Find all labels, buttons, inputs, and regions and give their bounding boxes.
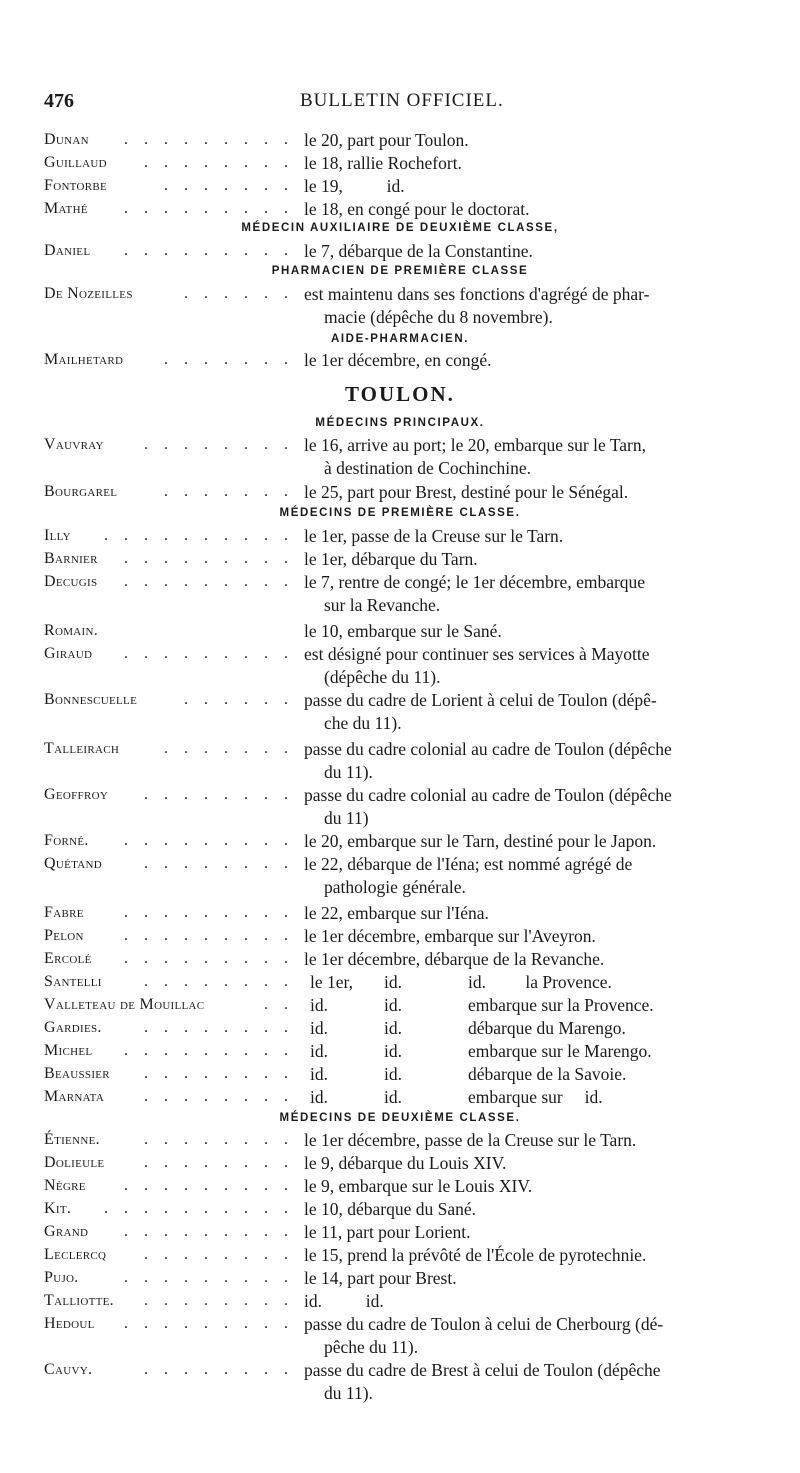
entry-action: id. la Provence. <box>468 972 612 992</box>
entry-date: id. <box>310 1087 328 1107</box>
entry-text: le 22, embarque sur l'Iéna. <box>304 903 489 923</box>
entry-dolieule <box>0 1151 800 1175</box>
leader-dots: . . . . . . . . <box>144 1088 294 1105</box>
leader-dots: . . . . . . . <box>164 483 294 500</box>
entry-continuation <box>0 875 800 899</box>
entry-action: embarque sur la Provence. <box>468 995 654 1015</box>
leader-dots: . . . . . . . . <box>144 1292 294 1309</box>
leader-dots: . . . . . . <box>184 285 294 302</box>
entry-text: passe du cadre de Lorient à celui de Toulon (dépê- <box>304 690 657 710</box>
entry-name: Giraud <box>44 645 93 662</box>
entry-gardies <box>0 1016 800 1040</box>
entry-text: le 20, embarque sur le Tarn, destiné pour le Japon. <box>304 831 657 851</box>
leader-dots: . . . . . . . . . <box>124 1315 294 1332</box>
entry-dunan <box>0 128 800 152</box>
entry-text: est désigné pour continuer ses services à Mayotte <box>304 644 650 664</box>
entry-text-continued: macie (dépêche du 8 novembre). <box>324 307 553 327</box>
leader-dots: . . . . . . . . . <box>124 645 294 662</box>
entry-fabre <box>0 901 800 925</box>
entry-bonnescuelle <box>0 688 800 712</box>
entry-name: Mailhetard <box>44 351 124 368</box>
entry-name: Dolieule <box>44 1154 105 1171</box>
entry-continuation <box>0 711 800 735</box>
entry-continuation <box>0 456 800 480</box>
entry-vauvray <box>0 433 800 457</box>
entry-action: débarque du Marengo. <box>468 1018 626 1038</box>
entry-name: Marnata <box>44 1088 105 1105</box>
entry-text: le 18, rallie Rochefort. <box>304 153 462 173</box>
entry-name: Nègre <box>44 1177 86 1194</box>
entry-etienne <box>0 1128 800 1152</box>
entry-name: Quétand <box>44 855 102 872</box>
entry-kit <box>0 1197 800 1221</box>
entry-daniel <box>0 239 800 263</box>
entry-action: débarque de la Savoie. <box>468 1064 627 1084</box>
entry-text: le 7, débarque de la Constantine. <box>304 241 533 261</box>
entry-bourgarel <box>0 480 800 504</box>
entry-text: passe du cadre de Brest à celui de Toulon (dépêche <box>304 1360 661 1380</box>
leader-dots: . . . . . . . . <box>144 436 294 453</box>
entry-name: Beaussier <box>44 1065 110 1082</box>
section-heading: MÉDECIN AUXILIAIRE DE DEUXIÈME CLASSE, <box>241 222 559 234</box>
entry-name: Vauvray <box>44 436 104 453</box>
entry-name: Grand <box>44 1223 89 1240</box>
entry-name: Fontorbe <box>44 177 108 194</box>
entry-text: le 14, part pour Brest. <box>304 1268 457 1288</box>
entry-marnata <box>0 1085 800 1109</box>
entry-text-continued: à destination de Cochinchine. <box>324 458 532 478</box>
entry-name: Valleteau de Mouillac <box>44 996 205 1013</box>
entry-continuation <box>0 806 800 830</box>
entry-name: Talleirach <box>44 740 120 757</box>
entry-text: le 10, embarque sur le Sané. <box>304 621 502 641</box>
entry-name: Forné. <box>44 832 89 849</box>
entry-giraud <box>0 642 800 666</box>
leader-dots: . . . . . . . . . <box>124 550 294 567</box>
leader-dots: . . . . . . . <box>164 177 294 194</box>
leader-dots: . . . . . . . . . <box>124 1177 294 1194</box>
entry-date: id. <box>310 995 328 1015</box>
leader-dots: . . . . . . . . . <box>124 131 294 148</box>
entry-continuation <box>0 593 800 617</box>
entry-name: Santelli <box>44 973 102 990</box>
entry-text: passe du cadre colonial au cadre de Toulon (dépêche <box>304 739 672 759</box>
entry-name: Romain. <box>44 622 99 639</box>
entry-text: le 9, débarque du Louis XIV. <box>304 1153 507 1173</box>
entry-text-continued: du 11). <box>324 1383 373 1403</box>
entry-fontorbe <box>0 174 800 198</box>
entry-illy <box>0 524 800 548</box>
entry-col2: id. <box>384 1041 402 1061</box>
entry-date: id. <box>310 1041 328 1061</box>
entry-continuation <box>0 1381 800 1405</box>
leader-dots: . . . . . . . <box>164 740 294 757</box>
leader-dots: . . . . . . . <box>164 351 294 368</box>
leader-dots: . . . . . . . . . <box>124 832 294 849</box>
entry-text: le 1er décembre, passe de la Creuse sur le Tarn. <box>304 1130 637 1150</box>
entry-name: Gardies. <box>44 1019 102 1036</box>
entry-name: Pujo. <box>44 1269 79 1286</box>
section-heading: PHARMACIEN DE PREMIÈRE CLASSE <box>271 265 529 277</box>
leader-dots: . . . . . . . . . . <box>104 527 294 544</box>
entry-date: le 1er, <box>310 972 354 992</box>
leader-dots: . . . . . . . . <box>144 1131 294 1148</box>
entry-text: id. id. <box>304 1291 384 1311</box>
entry-romain <box>0 619 800 643</box>
page-number: 476 <box>44 90 74 112</box>
leader-dots: . . . . . . . . <box>144 1361 294 1378</box>
entry-text: le 25, part pour Brest, destiné pour le Sénégal. <box>304 482 629 502</box>
entry-col2: id. <box>384 1087 402 1107</box>
entry-name: Pelon <box>44 927 84 944</box>
leader-dots: . . . . . . . . . <box>124 573 294 590</box>
entry-text: le 10, débarque du Sané. <box>304 1199 477 1219</box>
entry-text: le 15, prend la prévôté de l'École de pyrotechnie. <box>304 1245 647 1265</box>
entry-text: le 18, en congé pour le doctorat. <box>304 199 530 219</box>
entry-text: le 19, id. <box>304 176 405 196</box>
entry-text-continued: (dépêche du 11). <box>324 667 441 687</box>
entry-text: passe du cadre de Toulon à celui de Cherbourg (dé- <box>304 1314 664 1334</box>
entry-text: le 22, débarque de l'Iéna; est nommé agrégé de <box>304 854 633 874</box>
entry-text-continued: du 11) <box>324 808 369 828</box>
entry-pelon <box>0 924 800 948</box>
entry-quetand <box>0 852 800 876</box>
entry-name: Étienne. <box>44 1131 100 1148</box>
entry-beaussier <box>0 1062 800 1086</box>
leader-dots: . . . . . . . . . <box>124 927 294 944</box>
leader-dots: . . . . . . . . . <box>124 950 294 967</box>
entry-barnier <box>0 547 800 571</box>
entry-date: id. <box>310 1064 328 1084</box>
leader-dots: . . . . . . . . <box>144 154 294 171</box>
entry-continuation <box>0 665 800 689</box>
entry-name: Talliotte. <box>44 1292 114 1309</box>
entry-name: Dunan <box>44 131 89 148</box>
entry-text: le 1er, passe de la Creuse sur le Tarn. <box>304 526 564 546</box>
entry-name: Leclercq <box>44 1246 107 1263</box>
section-heading: AIDE-PHARMACIEN. <box>330 333 470 345</box>
city-heading: TOULON. <box>345 382 455 406</box>
entry-leclercq <box>0 1243 800 1267</box>
entry-text: le 1er décembre, embarque sur l'Aveyron. <box>304 926 596 946</box>
entry-valleteau <box>0 993 800 1017</box>
entry-col2: id. <box>384 972 402 992</box>
leader-dots: . . . . . . . . <box>144 855 294 872</box>
entry-forne <box>0 829 800 853</box>
entry-negre <box>0 1174 800 1198</box>
section-heading: MÉDECINS DE DEUXIÈME CLASSE. <box>279 1112 521 1124</box>
leader-dots: . . . . . . . . . <box>124 904 294 921</box>
entry-text: passe du cadre colonial au cadre de Toulon (dépêche <box>304 785 672 805</box>
entry-name: Ercolé <box>44 950 92 967</box>
entry-action: embarque sur le Marengo. <box>468 1041 652 1061</box>
entry-geoffroy <box>0 783 800 807</box>
entry-action: embarque sur id. <box>468 1087 603 1107</box>
leader-dots: . . . . . . . . . <box>124 1042 294 1059</box>
entry-mailhetard <box>0 348 800 372</box>
entry-continuation <box>0 1335 800 1359</box>
leader-dots: . . . . . . <box>184 691 294 708</box>
entry-pujo <box>0 1266 800 1290</box>
entry-continuation <box>0 760 800 784</box>
entry-text: le 16, arrive au port; le 20, embarque sur le Tarn, <box>304 435 647 455</box>
entry-name: De Nozeilles <box>44 285 133 302</box>
entry-text: le 7, rentre de congé; le 1er décembre, embarque <box>304 572 646 592</box>
leader-dots: . . . . . . . . <box>144 973 294 990</box>
entry-name: Cauvy. <box>44 1361 93 1378</box>
leader-dots: . . . . . . . . <box>144 786 294 803</box>
leader-dots: . . . . . . . . . <box>124 200 294 217</box>
entry-text-continued: sur la Revanche. <box>324 595 441 615</box>
entry-text-continued: du 11). <box>324 762 373 782</box>
entry-col2: id. <box>384 1018 402 1038</box>
entry-name: Decugis <box>44 573 98 590</box>
entry-text: le 20, part pour Toulon. <box>304 130 469 150</box>
entry-hedoul <box>0 1312 800 1336</box>
entry-name: Illy <box>44 527 71 544</box>
entry-name: Kit. <box>44 1200 72 1217</box>
entry-col2: id. <box>384 995 402 1015</box>
running-header: BULLETIN OFFICIEL. <box>300 90 504 111</box>
entry-guillaud <box>0 151 800 175</box>
entry-name: Bonnescuelle <box>44 691 138 708</box>
entry-name: Barnier <box>44 550 98 567</box>
entry-name: Geoffroy <box>44 786 109 803</box>
entry-name: Daniel <box>44 242 91 259</box>
entry-name: Bourgarel <box>44 483 118 500</box>
leader-dots: . . . . . . . . <box>144 1019 294 1036</box>
entry-name: Fabre <box>44 904 84 921</box>
entry-grand <box>0 1220 800 1244</box>
entry-cauvy <box>0 1358 800 1382</box>
entry-text: le 9, embarque sur le Louis XIV. <box>304 1176 533 1196</box>
entry-col2: id. <box>384 1064 402 1084</box>
entry-text-continued: pêche du 11). <box>324 1337 419 1357</box>
leader-dots: . . . . . . . . <box>144 1246 294 1263</box>
entry-mathe <box>0 197 800 221</box>
entry-santelli <box>0 970 800 994</box>
entry-text: le 11, part pour Lorient. <box>304 1222 471 1242</box>
leader-dots: . . <box>264 996 294 1013</box>
leader-dots: . . . . . . . . <box>144 1065 294 1082</box>
entry-ercole <box>0 947 800 971</box>
entry-name: Michel <box>44 1042 93 1059</box>
entry-name: Hedoul <box>44 1315 95 1332</box>
entry-decugis <box>0 570 800 594</box>
entry-nozeilles <box>0 282 800 306</box>
entry-michel <box>0 1039 800 1063</box>
section-heading: MÉDECINS PRINCIPAUX. <box>315 417 485 429</box>
entry-text: le 1er, débarque du Tarn. <box>304 549 478 569</box>
entry-text: est maintenu dans ses fonctions d'agrégé de phar- <box>304 284 650 304</box>
entry-talleirach <box>0 737 800 761</box>
entry-text: le 1er décembre, en congé. <box>304 350 492 370</box>
entry-name: Mathé <box>44 200 88 217</box>
entry-name: Guillaud <box>44 154 107 171</box>
leader-dots: . . . . . . . . . <box>124 1223 294 1240</box>
entry-talliotte <box>0 1289 800 1313</box>
entry-text-continued: che du 11). <box>324 713 402 733</box>
entry-text-continued: pathologie générale. <box>324 877 466 897</box>
section-heading: MÉDECINS DE PREMIÈRE CLASSE. <box>279 507 521 519</box>
leader-dots: . . . . . . . . . <box>124 242 294 259</box>
entry-continuation <box>0 305 800 329</box>
leader-dots: . . . . . . . . . . <box>104 1200 294 1217</box>
entry-text: le 1er décembre, débarque de la Revanche. <box>304 949 605 969</box>
entry-date: id. <box>310 1018 328 1038</box>
leader-dots: . . . . . . . . <box>144 1154 294 1171</box>
leader-dots: . . . . . . . . . <box>124 1269 294 1286</box>
